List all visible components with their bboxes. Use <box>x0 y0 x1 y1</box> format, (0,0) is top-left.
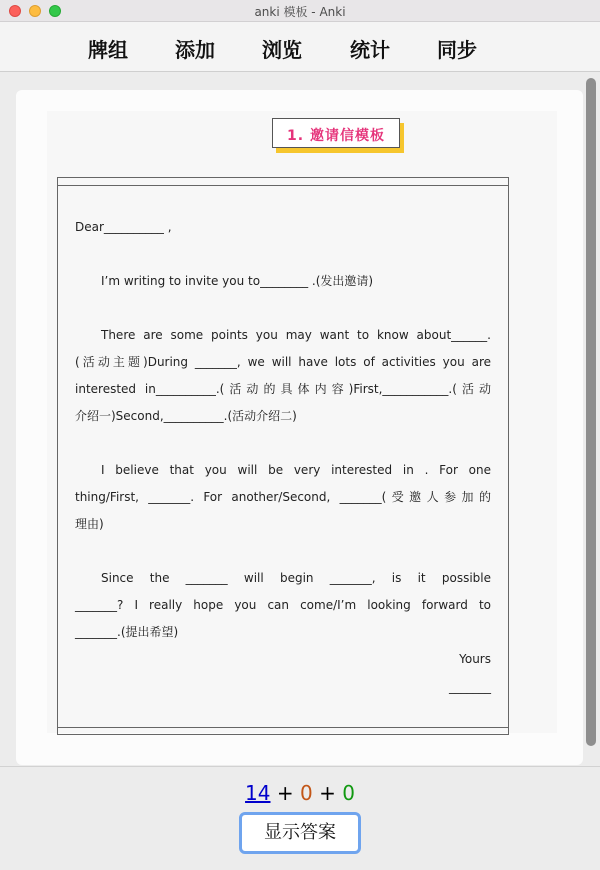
letter-salutation: Dear__________ , <box>75 220 172 234</box>
review-count: 0 <box>342 781 355 805</box>
show-answer-button[interactable]: 显示答案 <box>239 812 361 854</box>
nav-decks[interactable]: 牌组 <box>88 38 128 62</box>
frame-rule <box>57 177 509 178</box>
letter-line: Since the _______ will begin _______, is it possible <box>101 571 491 585</box>
letter-signature: _______ <box>449 680 491 694</box>
letter-closing: Yours <box>459 652 491 666</box>
nav-stats[interactable]: 统计 <box>350 38 390 62</box>
new-count-link[interactable]: 14 <box>245 781 271 805</box>
letter-line: interested in__________.(活动的具体内容)First,___________.(活动 <box>75 382 491 396</box>
learning-count: 0 <box>299 781 313 805</box>
frame-rule <box>57 734 509 735</box>
template-heading-badge <box>272 118 400 150</box>
template-heading: 1. 邀请信模板 <box>287 128 385 144</box>
count-separator: + <box>319 781 336 805</box>
letter-line: 介绍一)Second,__________.(活动介绍二) <box>75 409 297 423</box>
title-bar <box>0 0 600 22</box>
scrollbar-thumb[interactable] <box>586 78 596 746</box>
frame-rule <box>57 727 509 728</box>
nav-browse[interactable]: 浏览 <box>262 38 302 62</box>
letter-line: 理由) <box>75 517 104 531</box>
letter-paragraph-hope <box>75 565 491 646</box>
window-title: anki 模板 - Anki <box>254 5 346 19</box>
letter-paragraph-invite: I’m writing to invite you to________ .(发出邀请) <box>101 274 374 288</box>
letter-line: _______.(提出希望) <box>75 625 179 639</box>
letter-line: thing/First, _______. For another/Second, _______(受邀人参加的 <box>75 490 491 504</box>
frame-rule <box>57 185 509 186</box>
letter-line: _______? I really hope you can come/I’m looking forward to <box>75 598 491 612</box>
badge-box <box>272 118 400 148</box>
bottom-bar <box>0 766 600 870</box>
letter-paragraph-details <box>75 322 491 430</box>
nav-add[interactable]: 添加 <box>175 38 215 62</box>
letter-line: (活动主题)During _______, we will have lots of activities you are <box>75 355 491 369</box>
letter-line: I believe that you will be very interested in . For one <box>101 463 491 477</box>
top-toolbar <box>0 22 600 72</box>
letter-paragraph-reasons <box>75 457 491 538</box>
due-counts <box>0 781 600 805</box>
nav-sync[interactable]: 同步 <box>437 38 477 62</box>
letter-line: There are some points you may want to know about______. <box>101 328 491 342</box>
count-separator: + <box>276 781 294 805</box>
